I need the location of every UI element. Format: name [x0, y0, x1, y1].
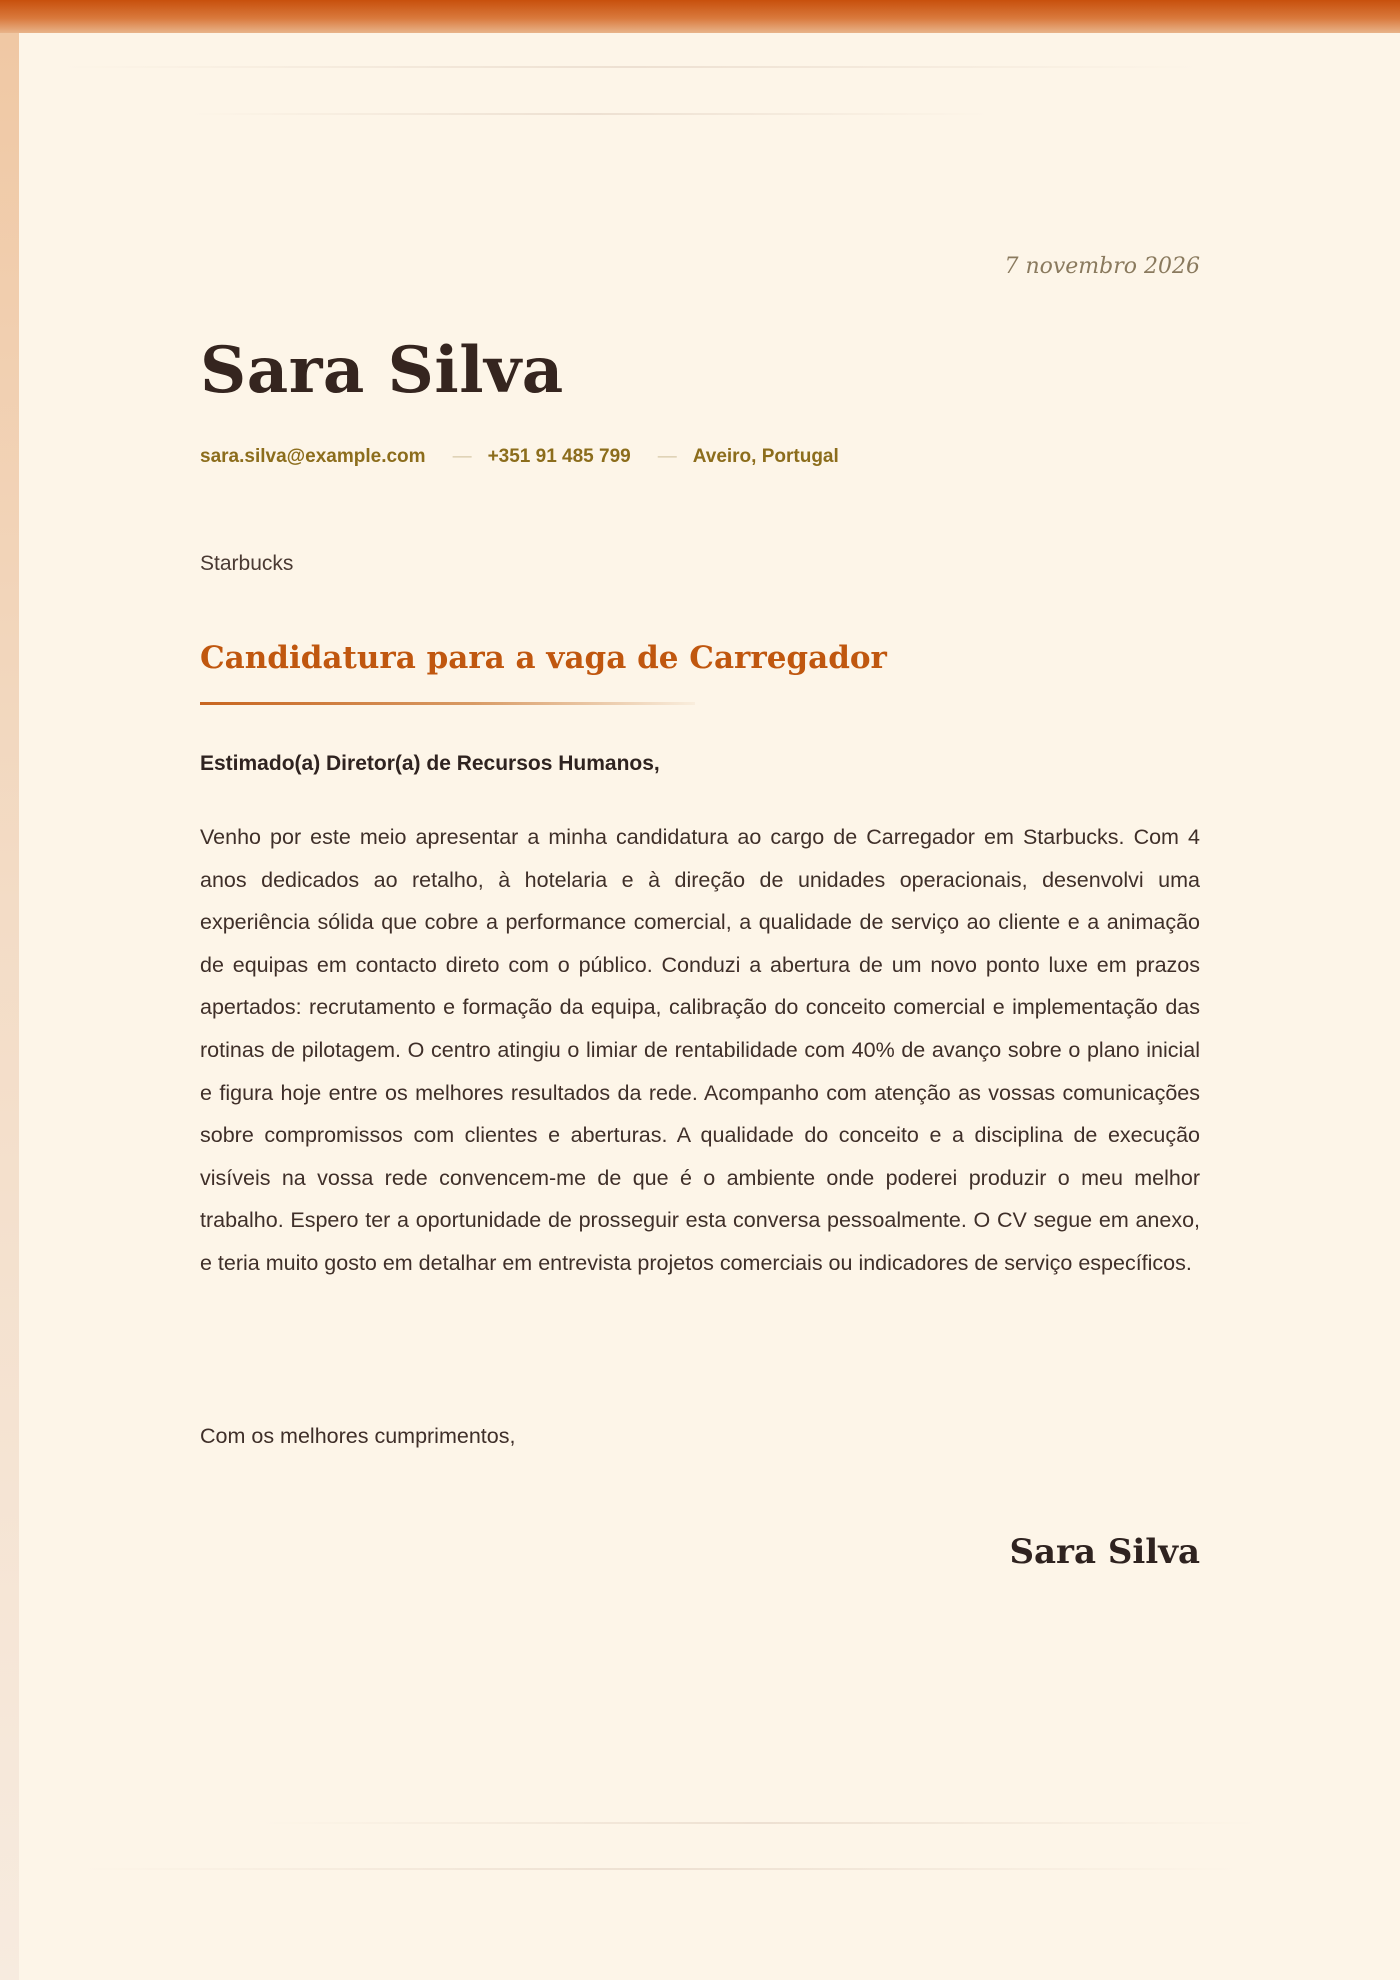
- contact-location: Aveiro, Portugal: [692, 446, 839, 467]
- letter-subject: Candidatura para a vaga de Carregador: [200, 640, 887, 676]
- contact-phone: +351 91 485 799: [487, 446, 631, 467]
- letter-body: Venho por este meio apresentar a minha candidatura ao cargo de Carregador em Starbucks. Com 4 anos dedicados ao retalho, à hotelaria e à direção de unidades operacionais, desenvolvi uma experiência sólida que cobre a performance comercial, a qualidade de serviço ao cliente e a animação de equipas em contacto direto com o público. Conduzi a abertura de um novo ponto luxe em prazos apertados: recrutamento e formação da equipa, calibração do conceito comercial e implementação das rotinas de pilotagem. O centro atingiu o limiar de rentabilidade com 40% de avanço sobre o plano inicial e figura hoje entre os melhores resultados da rede. Acompanho com atenção as vossas comunicações sobre compromissos com clientes e aberturas. A qualidade do conceito e a disciplina de execução visíveis na vossa rede convencem-me de que é o ambiente onde poderei produzir o meu melhor trabalho. Espero ter a oportunidade de prosseguir esta conversa pessoalmente. O CV segue em anexo, e teria muito gosto em detalhar em entrevista projetos comerciais ou indicadores de serviço específicos.: [200, 825, 1200, 1275]
- recipient-company: Starbucks: [200, 552, 294, 575]
- contact-separator: —: [452, 446, 472, 467]
- letter-closing: Com os melhores cumprimentos,: [200, 1424, 516, 1448]
- letter-signature: Sara Silva: [1009, 1532, 1200, 1572]
- letter-salutation: Estimado(a) Diretor(a) de Recursos Humanos,: [200, 752, 660, 775]
- contact-email: sara.silva@example.com: [200, 446, 426, 467]
- subject-underline: [200, 702, 695, 705]
- letter-date: 7 novembro 2026: [1004, 254, 1200, 279]
- contact-line: [200, 446, 839, 468]
- left-accent-strip: [0, 33, 19, 1980]
- letter-page: [200, 0, 1200, 1980]
- contact-separator: —: [657, 446, 677, 467]
- sender-name: Sara Silva: [200, 333, 564, 408]
